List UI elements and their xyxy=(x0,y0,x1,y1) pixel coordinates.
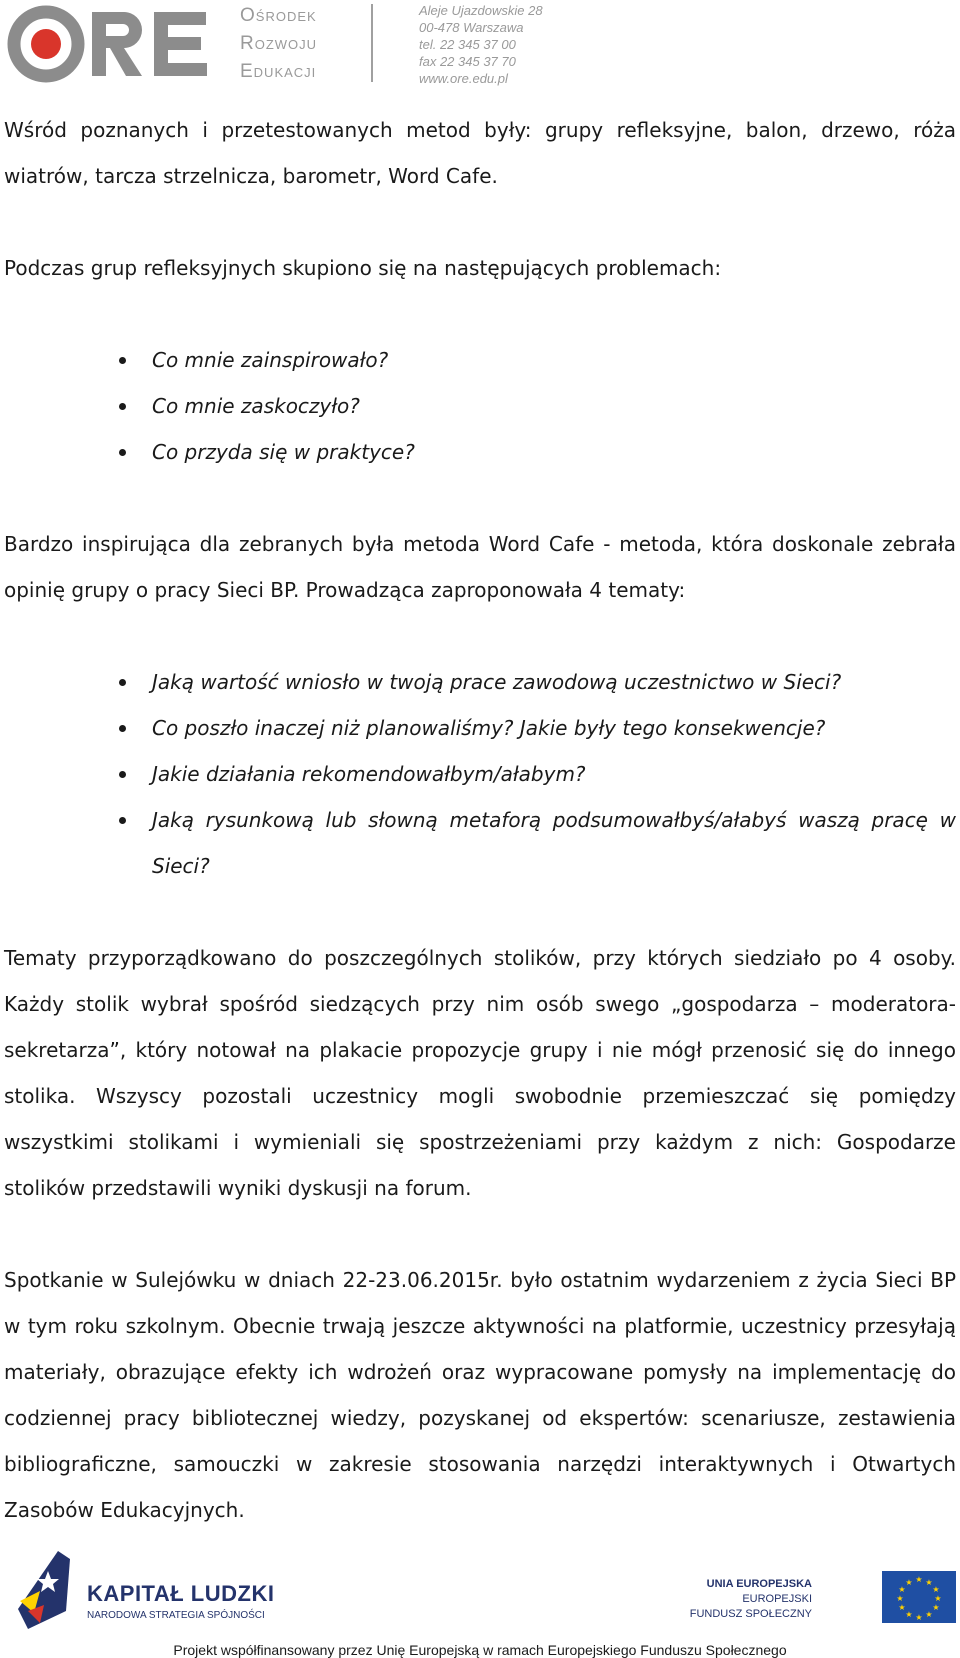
svg-text:★: ★ xyxy=(925,1610,933,1619)
svg-text:★: ★ xyxy=(905,1610,913,1619)
eu-line: EUROPEJSKI xyxy=(742,1593,812,1605)
eu-line: UNIA EUROPEJSKA xyxy=(706,1578,812,1590)
list-item-text: Jaką wartość wniosło w twoją prace zawodową uczestnictwo w Sieci? xyxy=(152,670,842,694)
topics-list xyxy=(4,659,956,889)
org-name-line: Edukacji xyxy=(240,61,317,82)
org-name-line: Ośrodek xyxy=(240,5,317,26)
org-name-line: Rozwoju xyxy=(240,33,318,54)
svg-text:★: ★ xyxy=(934,1594,942,1603)
eu-fund-text xyxy=(690,1577,812,1622)
org-name xyxy=(240,2,360,86)
ore-logo xyxy=(6,4,226,84)
list-item-text: Jakie działania rekomendowałbym/ałabym? xyxy=(152,762,586,786)
bullet-icon xyxy=(119,357,126,364)
list-item-text: Co przyda się w praktyce? xyxy=(152,440,415,464)
svg-text:★: ★ xyxy=(905,1578,913,1587)
bullet-icon xyxy=(119,725,126,732)
svg-text:★: ★ xyxy=(915,1575,923,1584)
eu-flag-icon xyxy=(882,1571,956,1623)
phone-line: tel. 22 345 37 00 xyxy=(419,37,516,52)
paragraph-word-cafe: Bardzo inspirująca dla zebranych była metoda Word Cafe - metoda, która doskonale zebrała opinię grupy o pracy Sieci BP. Prowadząca zaproponowała 4 tematy: xyxy=(4,532,956,602)
list-item-text: Co mnie zaskoczyło? xyxy=(152,394,360,418)
website-link[interactable]: www.ore.edu.pl xyxy=(419,71,508,86)
list-item xyxy=(152,383,956,429)
reflection-questions-list xyxy=(4,337,956,475)
svg-text:★: ★ xyxy=(898,1603,906,1612)
kapital-ludzki-logo xyxy=(18,1551,70,1629)
cofinancing-note: Projekt współfinansowany przez Unię Europejską w ramach Europejskiego Funduszu Społecznego xyxy=(173,1642,787,1658)
bullet-icon xyxy=(119,679,126,686)
bullet-icon xyxy=(119,403,126,410)
list-item xyxy=(152,337,956,383)
page-header xyxy=(0,0,960,92)
paragraph-tables: Tematy przyporządkowano do poszczególnych stolików, przy których siedziało po 4 osoby. Każdy stolik wybrał spośród siedzących przy nim osób swego „gospodarza – moderatora-sekretarza”, który notował na plakacie propozycje grupy i nie mógł przenosić się do innego stolika. Wszyscy pozostali uczestnicy mogli swobodnie przemieszczać się pomiędzy wszystkimi stolikami i wymieniali się spostrzeżeniami przy każdym z nich: Gospodarze stolików przedstawili wyniki dyskusji na forum. xyxy=(4,946,956,1200)
list-item-text: Co poszło inaczej niż planowaliśmy? Jakie były tego konsekwencje? xyxy=(152,716,826,740)
svg-text:★: ★ xyxy=(898,1585,906,1594)
eu-line: FUNDUSZ SPOŁECZNY xyxy=(689,1608,812,1620)
list-item xyxy=(152,429,956,475)
document-body xyxy=(4,107,956,1533)
paragraph-sulejowek: Spotkanie w Sulejówku w dniach 22-23.06.2015r. było ostatnim wydarzeniem z życia Sieci BP w tym roku szkolnym. Obecnie trwają jeszcze aktywności na platformie, uczestnicy przesyłają materiały, obrazujące efekty ich wdrożeń oraz wypracowane pomysły na implementację do codziennej pracy bibliotecznej wiedzy, pozyskanej od ekspertów: scenariusze, zestawienia bibliograficzne, samouczki w zakresie stosowania narzędzi interaktywnych i Otwartych Zasobów Edukacyjnych. xyxy=(4,1268,956,1522)
list-item xyxy=(152,797,956,889)
fax-line: fax 22 345 37 70 xyxy=(419,54,516,69)
list-item-text: Co mnie zainspirowało? xyxy=(152,348,389,372)
kl-subtitle: NARODOWA STRATEGIA SPÓJNOŚCI xyxy=(87,1610,265,1621)
list-item xyxy=(152,705,956,751)
paragraph-methods: Wśród poznanych i przetestowanych metod były: grupy refleksyjne, balon, drzewo, róża wiatrów, tarcza strzelnicza, barometr, Word Cafe. xyxy=(4,118,956,188)
svg-text:★: ★ xyxy=(932,1603,940,1612)
bullet-icon xyxy=(119,817,126,824)
page-footer xyxy=(0,1548,960,1657)
svg-text:★: ★ xyxy=(925,1578,933,1587)
list-item xyxy=(152,659,956,705)
list-item-text: Jaką rysunkową lub słowną metaforą podsumowałbyś/ałabyś waszą pracę w Sieci? xyxy=(152,808,956,878)
kl-title: KAPITAŁ LUDZKI xyxy=(87,1581,275,1606)
bullet-icon xyxy=(119,771,126,778)
address-block xyxy=(419,2,543,87)
paragraph-reflection-intro: Podczas grup refleksyjnych skupiono się na następujących problemach: xyxy=(4,256,722,280)
bullet-icon xyxy=(119,449,126,456)
svg-text:★: ★ xyxy=(932,1585,940,1594)
address-line: Aleje Ujazdowskie 28 xyxy=(419,3,543,18)
address-line: 00-478 Warszawa xyxy=(419,20,524,35)
svg-text:★: ★ xyxy=(915,1613,923,1622)
svg-text:★: ★ xyxy=(896,1594,904,1603)
header-divider xyxy=(371,4,373,82)
list-item xyxy=(152,751,956,797)
